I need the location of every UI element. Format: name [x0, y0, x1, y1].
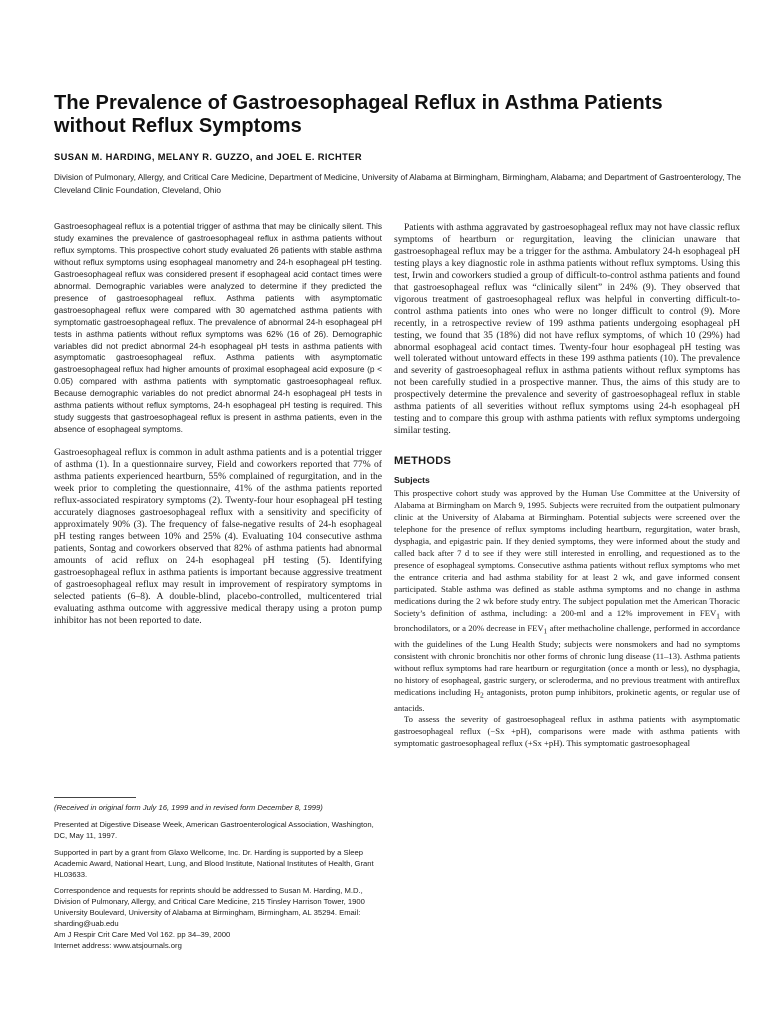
journal-citation: Am J Respir Crit Care Med Vol 162. pp 34–39, 2000	[54, 930, 231, 940]
severity-assessment-paragraph: To assess the severity of gastroesophageal reflux in asthma patients with asymptomatic gastroesophageal reflux (−Sx +pH), comparisons were made with asthma patients with symptomatic gastroesophageal reflux (+Sx +pH). This symptomatic gastroesophageal	[394, 714, 740, 749]
introduction-paragraph-2: Patients with asthma aggravated by gastroesophageal reflux may not have classic reflux symptoms of heartburn or regurgitation, leaving the clinician unaware that gastroesophageal reflux may be a trigger for the asthma. Ambulatory 24-h esophageal pH testing plays a key diagnostic role in asthma patients without reflux symptoms. Using this test, Irwin and coworkers studied a group of difficult-to-control asthma patients and found that gastroesophageal reflux was “clinically silent” in 24% (9). They observed that vigorous treatment of gastroesophageal reflux was helpful in converting difficult-to-control asthma patients into ones who were no longer difficult to control (9). More recently, in a retrospective review of 199 asthma patients undergoing esophageal pH testing, we found that 35 (18%) did not have reflux symptoms, of which 10 (29%) had abnormal esophageal acid contact times. Twenty-four hour esophageal pH testing was well tolerated without untoward effects in these 199 asthma patients (10). The prevalence and severity of gastroesophageal reflux in asthma patients without reflux symptoms has not been carefully studied in a prospective manner. Thus, the aims of this study are to prospectively determine the prevalence and severity of gastroesophageal reflux in stable asthma patients of all severities without reflux symptoms using 24-h esophageal pH testing and to compare this group with asthma patients with reflux symptoms undergoing similar testing.	[394, 222, 740, 437]
subjects-paragraph	[394, 488, 740, 714]
journal-website: Internet address: www.atsjournals.org	[54, 940, 182, 950]
footnote-divider	[54, 797, 136, 798]
methods-heading: METHODS	[394, 455, 452, 468]
fev1-subscript: 1	[716, 612, 720, 621]
abstract: Gastroesophageal reflux is a potential trigger of asthma that may be clinically silent. This study examines the prevalence of gastroesophageal reflux in asthma patients without reflux symptoms. This prospective cohort study evaluated 26 patients with stable asthma without reflux symptoms using esophageal manometry and 24-h esophageal pH testing. Gastroesophageal reflux was considered present if esophageal acid contact times were abnormal. Demographic variables were analyzed to determine if they predicted the presence of gastroesophageal reflux. Asthma patients with asymptomatic gastroesophageal reflux were compared with 30 agematched asthma patients with symptomatic gastroesophageal reflux. The prevalence of abnormal 24-h esophageal pH tests in asthma patients without reflux symptoms was 62% (16 of 26). Demographic variables did not predict abnormal 24-h esophageal pH tests in asthma patients with asymptomatic gastroesophageal reflux. Asthma patients with asymptomatic gastroesophageal reflux had higher amounts of proximal esophageal acid exposure (p < 0.05) compared with asthma patients with symptomatic gastroesophageal reflux. Because demographic variables do not predict abnormal 24-h esophageal pH tests in asthma patients without reflux symptoms, 24-h esophageal pH testing is required. This study suggests that gastroesophageal reflux is present in asthma patients, even in the absence of esophageal symptoms.	[54, 221, 382, 435]
author-affiliation: Division of Pulmonary, Allergy, and Critical Care Medicine, Department of Medicine, University of Alabama at Birmingham, Birmingham, Alabama; and Department of Gastroenterology, The Cleveland Clinic Foundation, Cleveland, Ohio	[54, 172, 741, 195]
h2-subscript: 2	[480, 691, 484, 700]
article-title: The Prevalence of Gastroesophageal Reflux in Asthma Patients without Reflux Symptoms	[54, 92, 663, 137]
correspondence-note: Correspondence and requests for reprints should be addressed to Susan M. Harding, M.D., Division of Pulmonary, Allergy, and Critical Care Medicine, 215 Tinsley Harrison Tower, 1900 University Boulevard, University of Alabama at Birmingham, Birmingham, AL 35294. Email: sharding@uab.edu	[54, 886, 365, 929]
received-dates: (Received in original form July 16, 1999 and in revised form December 8, 1999)	[54, 803, 323, 812]
subjects-text-part-1: This prospective cohort study was approved by the Human Use Committee at the University of Alabama at Birmingham on March 9, 1995. Subjects were recruited from the outpatient pulmonary clinic at the University of Alabama at Birmingham. Potential subjects were screened over the telephone for the presence of reflux symptoms including heartburn, regurgitation, water brash, dysphagia, and epigastric pain. If they denied symptoms, they were informed about the study and called back after 7 d to see if they were still interested in enrolling, and requestioned as to the presence of esophageal symptoms. Consecutive asthma patients without reflux symptoms who met the entrance criteria and had asthma stability for at least 2 wk, and gave informed consent participated. Stable asthma was defined as stable asthma symptoms and no change in asthma medications during the 2 wk before study entry. The subject population met the American Thoracic Society’s definition of asthma, including: a 200-ml and a 12% improvement in FEV	[394, 488, 740, 618]
introduction-paragraph-1: Gastroesophageal reflux is common in adult asthma patients and is a potential trigger of asthma (1). In a questionnaire survey, Field and coworkers reported that 77% of asthma patients experienced heartburn, 55% complained of regurgitation, and in the week prior to completing the questionnaire, 41% of the asthma patients reported reflux-associated respiratory symptoms (2). Twenty-four hour esophageal pH testing accurately diagnoses gastroesophageal reflux with a sensitivity and specificity of approximately 90% (3). The frequency of false-negative results of 24-h esophageal pH testing ranges between 10% and 25% (4). Evaluating 104 consecutive asthma patients, Sontag and coworkers observed that 82% of asthma patients had abnormal amounts of acid reflux on 24-h esophageal pH testing (5). Identifying gastroesophageal reflux in asthma patients is important because aggressive treatment of gastroesophageal reflux may result in improvement of respiratory symptoms in selected patients (6–8). A double-blind, placebo-controlled, multicentered trial evaluating asthma outcome with aggressive medical therapy using a proton pump inhibitor has not been reported to date.	[54, 447, 382, 626]
subjects-text-part-3: after methacholine challenge, performed in accordance with the guidelines of the Lung Health Study; subjects were nonsmokers and had no symptoms consistent with chronic bronchitis nor other forms of chronic lung disease (11–13). Asthma patients without reflux symptoms had rare heartburn or regurgitation (once a month or less), no dysphagia, no history of esophageal, gastric surgery, or scleroderma, and no previous treatment with antireflux medications including H	[394, 623, 740, 697]
author-list: SUSAN M. HARDING, MELANY R. GUZZO, and JOEL E. RICHTER	[54, 152, 362, 162]
subjects-subheading: Subjects	[394, 475, 430, 486]
right-column	[394, 222, 740, 750]
subjects-text-part-2: with bronchodilators, or a 20% decrease in FEV	[394, 607, 741, 634]
fev1-subscript: 1	[543, 628, 548, 637]
subjects-text-part-4: antagonists, proton pump inhibitors, prokinetic agents, or regular use of antacids.	[394, 686, 740, 713]
left-column	[54, 221, 382, 626]
presentation-note: Presented at Digestive Disease Week, American Gastroenterological Association, Washington, DC, May 11, 1997.	[54, 819, 374, 840]
funding-note: Supported in part by a grant from Glaxo Wellcome, Inc. Dr. Harding is supported by a Sleep Academic Award, National Heart, Lung, and Blood Institute, National Institutes of Health, Grant HL03633.	[54, 847, 374, 879]
footnotes	[54, 797, 374, 952]
